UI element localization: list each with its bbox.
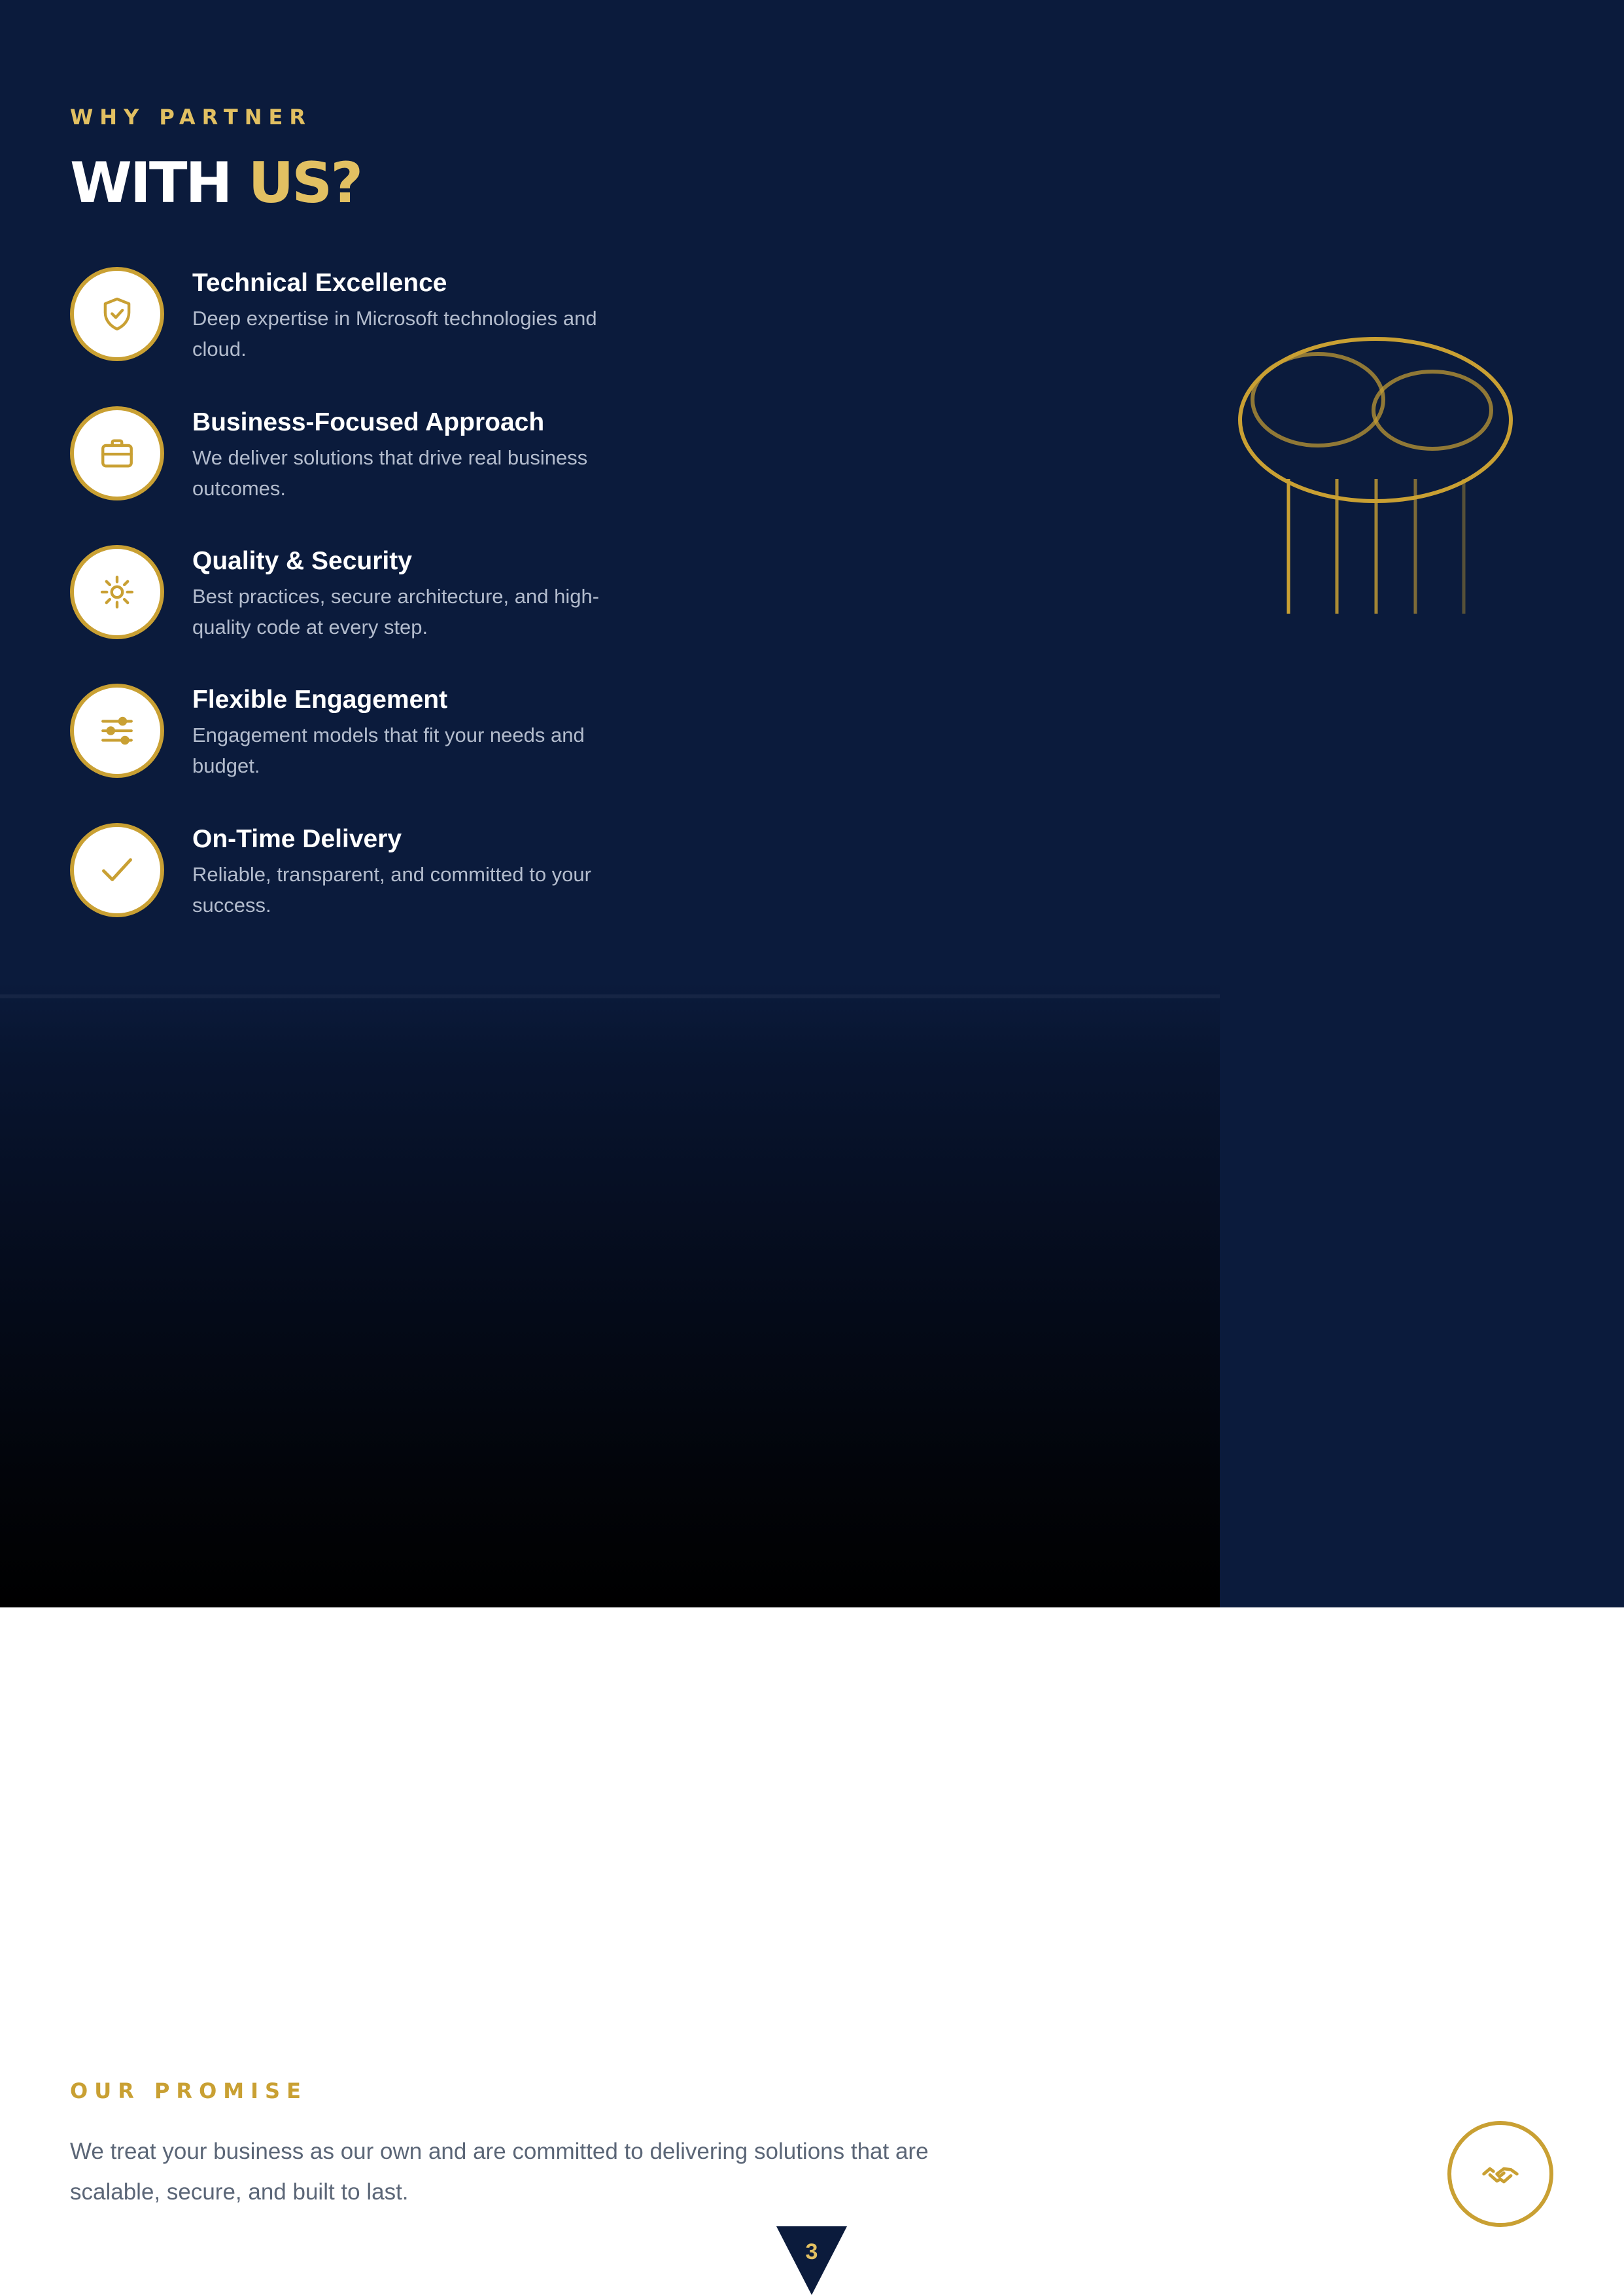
photo-area bbox=[0, 981, 1220, 1607]
feature-item-on-time-delivery bbox=[70, 823, 659, 928]
sliders-icon bbox=[70, 684, 164, 778]
sun-gear-icon bbox=[70, 545, 164, 639]
handshake-icon bbox=[1447, 2121, 1553, 2227]
section-divider bbox=[0, 994, 1220, 998]
feature-title: Technical Excellence bbox=[192, 269, 447, 297]
feature-title: Business-Focused Approach bbox=[192, 408, 545, 436]
feature-title: Flexible Engagement bbox=[192, 686, 448, 714]
feature-item-flexible-engagement bbox=[70, 684, 659, 788]
feature-item-business-focused bbox=[70, 406, 659, 511]
feature-description: Best practices, secure architecture, and high-quality code at every step. bbox=[192, 585, 600, 639]
title-white-part: WITH bbox=[70, 150, 231, 216]
feature-description: We deliver solutions that drive real business outcomes. bbox=[192, 446, 588, 500]
briefcase-icon bbox=[70, 406, 164, 500]
feature-item-quality-security bbox=[70, 545, 659, 650]
page-number: 3 bbox=[805, 2239, 818, 2264]
feature-description: Reliable, transparent, and committed to your success. bbox=[192, 863, 591, 917]
checkmark-icon bbox=[70, 823, 164, 917]
feature-description: Deep expertise in Microsoft technologies and cloud. bbox=[192, 307, 597, 360]
feature-item-technical-excellence bbox=[70, 267, 659, 372]
title-accent-part: US? bbox=[248, 150, 362, 216]
column-emblem-icon bbox=[1230, 327, 1530, 622]
feature-description: Engagement models that fit your needs and budget. bbox=[192, 724, 585, 777]
shield-check-icon bbox=[70, 267, 164, 361]
feature-title: On-Time Delivery bbox=[192, 825, 402, 853]
feature-title: Quality & Security bbox=[192, 547, 412, 575]
page-title bbox=[70, 147, 361, 219]
page-number-marker bbox=[776, 2226, 847, 2295]
promise-text: We treat your business as our own and are committed to delivering solutions that are scalable, secure, and built to last. bbox=[70, 2139, 929, 2205]
section-eyebrow: WHY PARTNER bbox=[70, 105, 312, 130]
promise-eyebrow: OUR PROMISE bbox=[70, 2078, 307, 2103]
